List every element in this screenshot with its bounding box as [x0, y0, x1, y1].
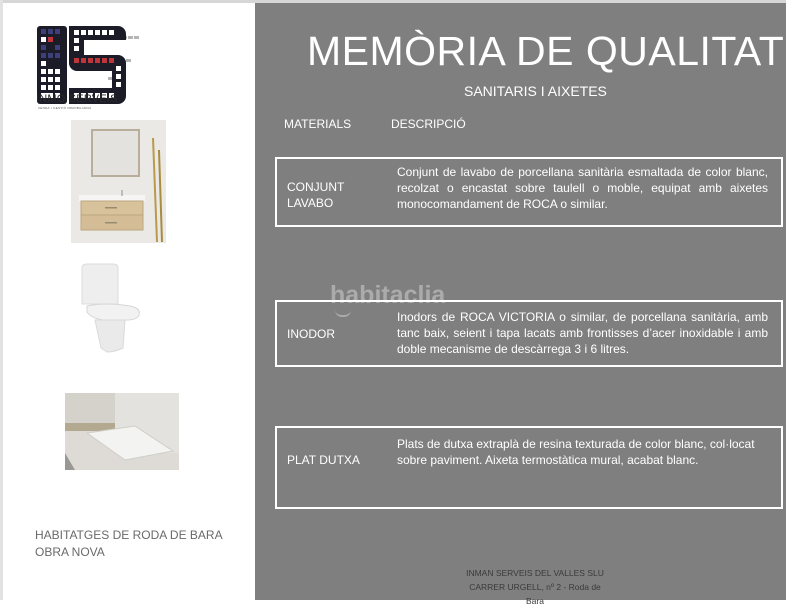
section-subtitle: SANITARIS I AIXETES [464, 83, 607, 99]
column-header-description: DESCRIPCIÓ [391, 117, 466, 131]
toilet-image [75, 260, 155, 355]
company-address-line2: Bara [526, 596, 544, 606]
project-name-line2: OBRA NOVA [35, 545, 105, 559]
vanity-unit-image [71, 120, 166, 243]
material-description: Inodors de ROCA VICTORIA o similar, de porcellana sanitària, amb tanc baix, seient i tapa lacats amb frontisses d’acer inoxidable i amb doble mecanisme de descàrrega 3 i 6 litres. [397, 310, 768, 356]
company-address-line1: CARRER URGELL, nº 2 - Roda de [469, 582, 601, 592]
material-label: PLAT DUTXA [287, 453, 360, 467]
quality-item-inodor [275, 300, 783, 367]
material-label [287, 179, 344, 211]
quality-item-plat-dutxa [275, 426, 783, 509]
company-name: INMAN SERVEIS DEL VALLES SLU [466, 568, 604, 578]
logo-name: INMO SERVEIS [36, 93, 118, 105]
material-label-line1: CONJUNT [287, 180, 345, 194]
shower-tray-image [65, 393, 179, 470]
material-label-line2: LAVABO [287, 196, 334, 210]
material-label: INODOR [287, 327, 335, 341]
project-name [35, 527, 223, 561]
project-name-line1: HABITATGES DE RODA DE BARA [35, 528, 223, 542]
page-title: MEMÒRIA DE QUALITATS [307, 28, 812, 74]
company-address [455, 566, 615, 608]
logo-tagline: VENDA I GESTIÓ IMMOBILIÀRIA [38, 106, 92, 110]
material-description: Conjunt de lavabo de porcellana sanitària esmaltada de color blanc, recolzat o encastat sobre taulell o moble, equipat amb aixetes monocomandament de ROCA o similar. [397, 165, 768, 211]
material-description: Plats de dutxa extraplà de resina texturada de color blanc, col·locat sobre paviment. Aixeta termostàtica mural, acabat blanc. [397, 437, 755, 467]
habitaclia-watermark: habitaclia [330, 281, 446, 309]
column-header-materials: MATERIALS [284, 117, 352, 131]
quality-item-lavabo [275, 157, 783, 227]
